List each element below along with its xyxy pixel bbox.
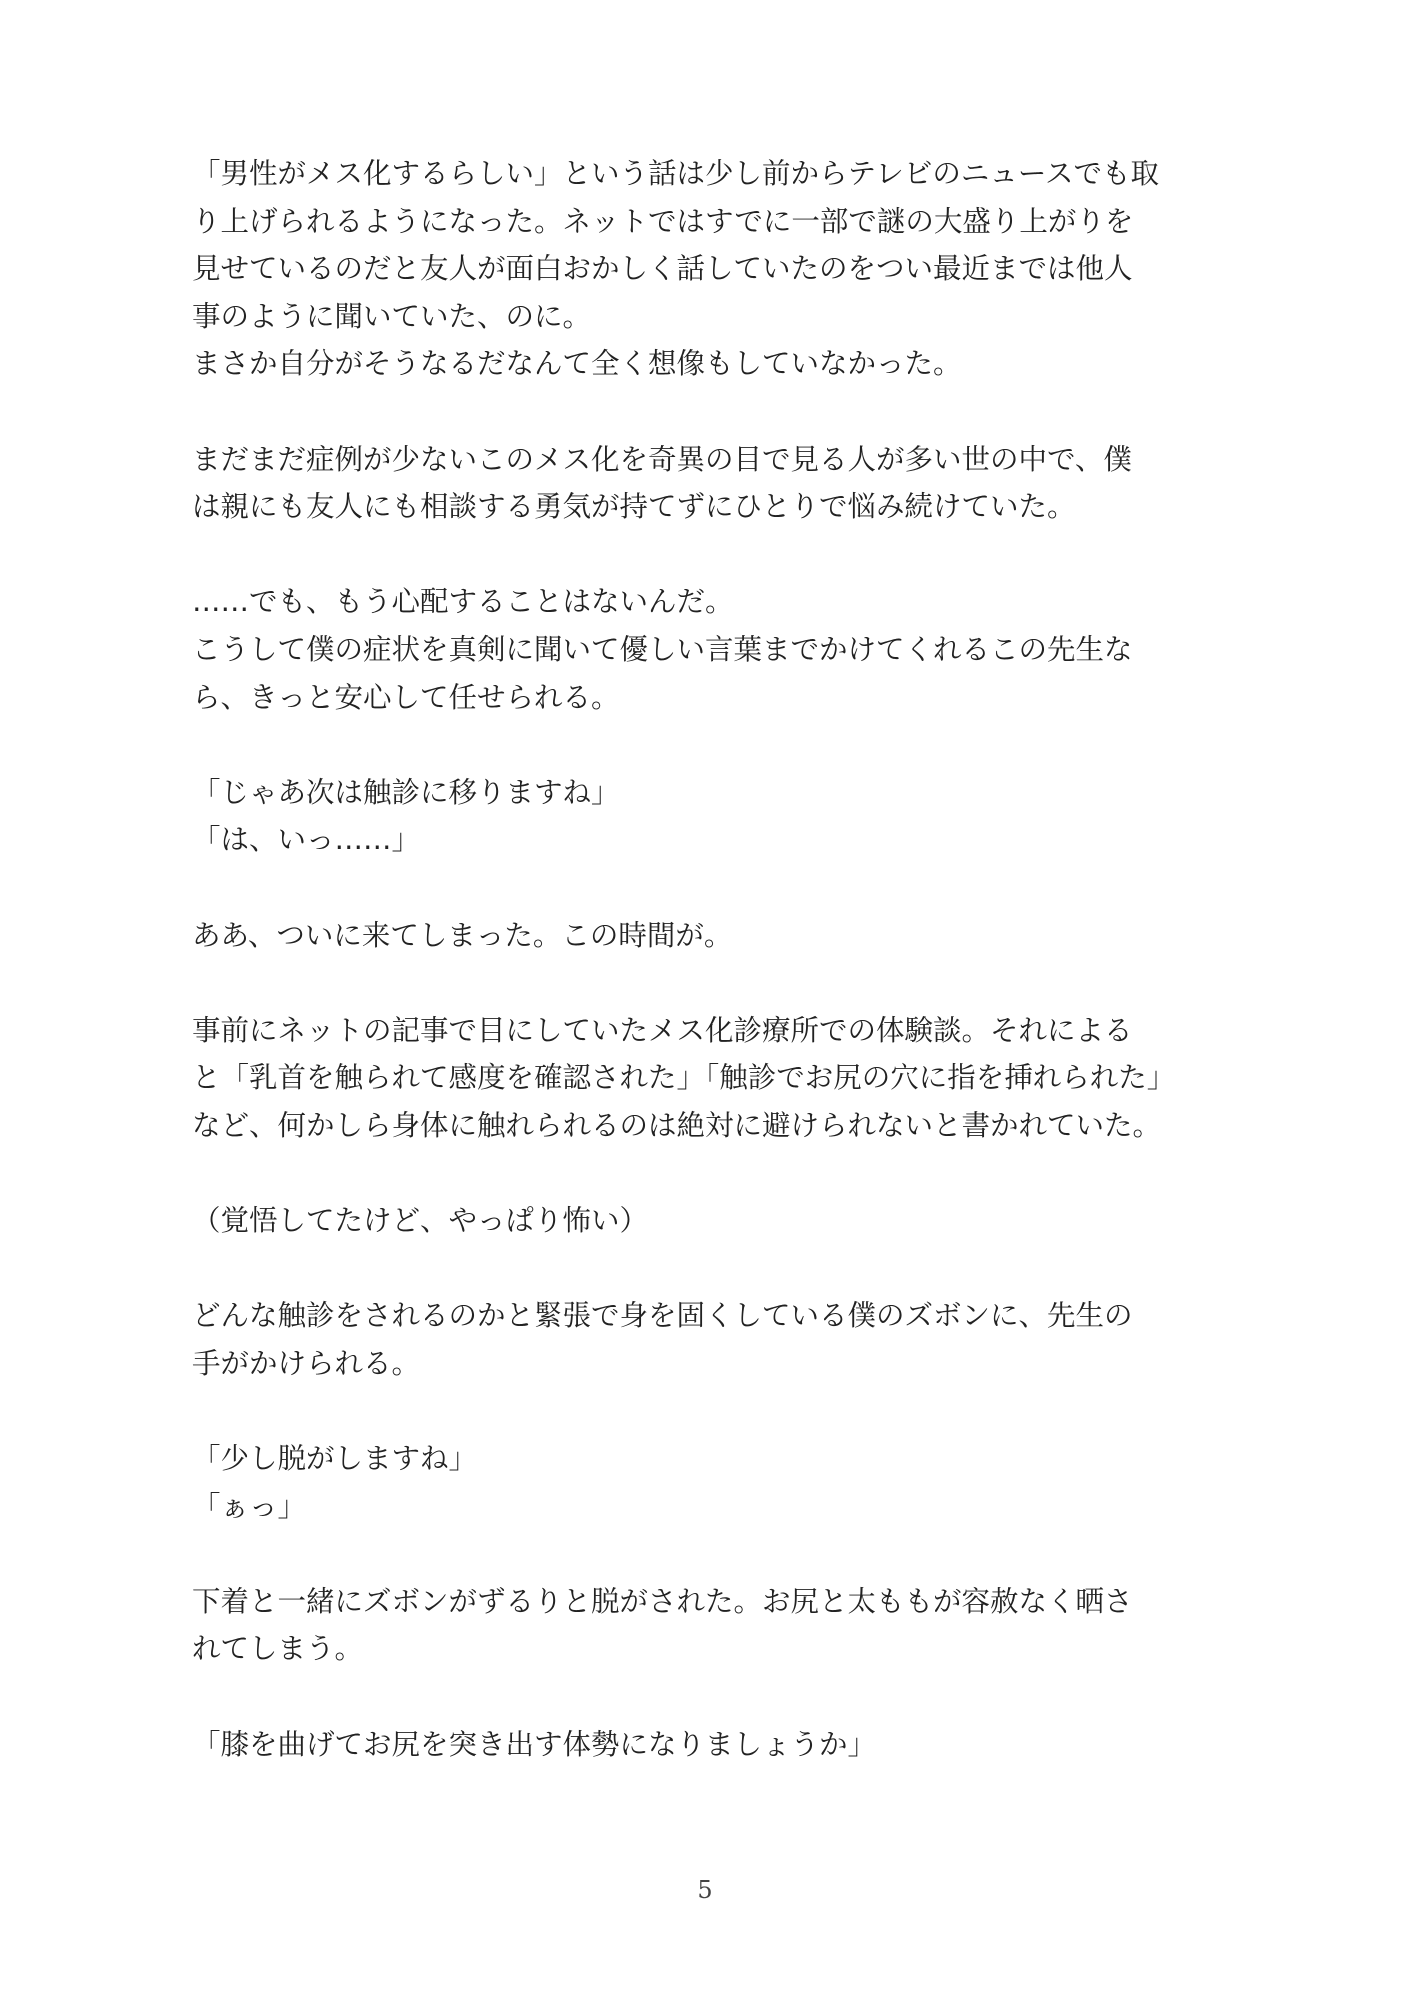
text-line: など、何かしら身体に触れられるのは絶対に避けられないと書かれていた。	[192, 1108, 1162, 1142]
paragraph-gap	[192, 1387, 1232, 1435]
text-line: は親にも友人にも相談する勇気が持てずにひとりで悩み続けていた。	[192, 490, 1076, 524]
paragraph-gap	[192, 1530, 1232, 1578]
paragraph-gap	[192, 531, 1232, 579]
text-line: （覚悟してたけど、やっぱり怖い）	[192, 1204, 649, 1238]
text-line: 手がかけられる。	[192, 1346, 421, 1380]
dialogue-line: 「ぁっ」	[192, 1489, 307, 1523]
text-line: まさか自分がそうなるだなんて全く想像もしていなかった。	[192, 347, 962, 381]
text-line: 「男性がメス化するらしい」という話は少し前からテレビのニュースでも取	[192, 157, 1160, 190]
text-line: れてしまう。	[192, 1632, 364, 1666]
paragraph-gap	[192, 721, 1232, 769]
dialogue-line: 「じゃあ次は触診に移りますね」	[192, 775, 620, 809]
text-line: ら、きっと安心して任せられる。	[192, 680, 620, 714]
text-line: と「乳首を触られて感度を確認された」「触診でお尻の穴に指を挿れられた」	[192, 1061, 1176, 1095]
dialogue-line: 「少し脱がしますね」	[192, 1442, 478, 1476]
text-line: ああ、ついに来てしまった。この時間が。	[192, 918, 733, 952]
text-line: まだまだ症例が少ないこのメス化を奇異の目で見る人が多い世の中で、僕	[192, 442, 1132, 476]
text-line: こうして僕の症状を真剣に聞いて優しい言葉までかけてくれるこの先生な	[192, 632, 1133, 666]
text-line: どんな触診をされるのかと緊張で身を固くしている僕のズボンに、先生の	[192, 1299, 1133, 1333]
paragraph-gap	[192, 1149, 1232, 1197]
text-line: 事のように聞いていた、のに。	[192, 299, 592, 333]
paragraph-gap	[192, 1245, 1232, 1293]
paragraph-gap	[192, 864, 1232, 912]
text-line: 下着と一緒にズボンがずるりと脱がされた。お尻と太ももが容赦なく晒さ	[192, 1584, 1133, 1618]
dialogue-line: 「は、いっ……」	[192, 823, 421, 857]
text-line: ……でも、もう心配することはないんだ。	[192, 585, 734, 619]
text-line: 事前にネットの記事で目にしていたメス化診療所での体験談。それによる	[192, 1013, 1133, 1047]
text-line: り上げられるようになった。ネットではすでに一部で謎の大盛り上がりを	[192, 204, 1134, 238]
paragraph-gap	[192, 1673, 1232, 1721]
dialogue-line: 「膝を曲げてお尻を突き出す体勢になりましょうか」	[192, 1727, 877, 1761]
page-number: 5	[697, 1876, 713, 1904]
text-line: 見せているのだと友人が面白おかしく話していたのをつい最近までは他人	[192, 252, 1133, 286]
body-text	[192, 150, 1232, 1768]
paragraph-gap	[192, 959, 1232, 1007]
paragraph-gap	[192, 388, 1232, 436]
